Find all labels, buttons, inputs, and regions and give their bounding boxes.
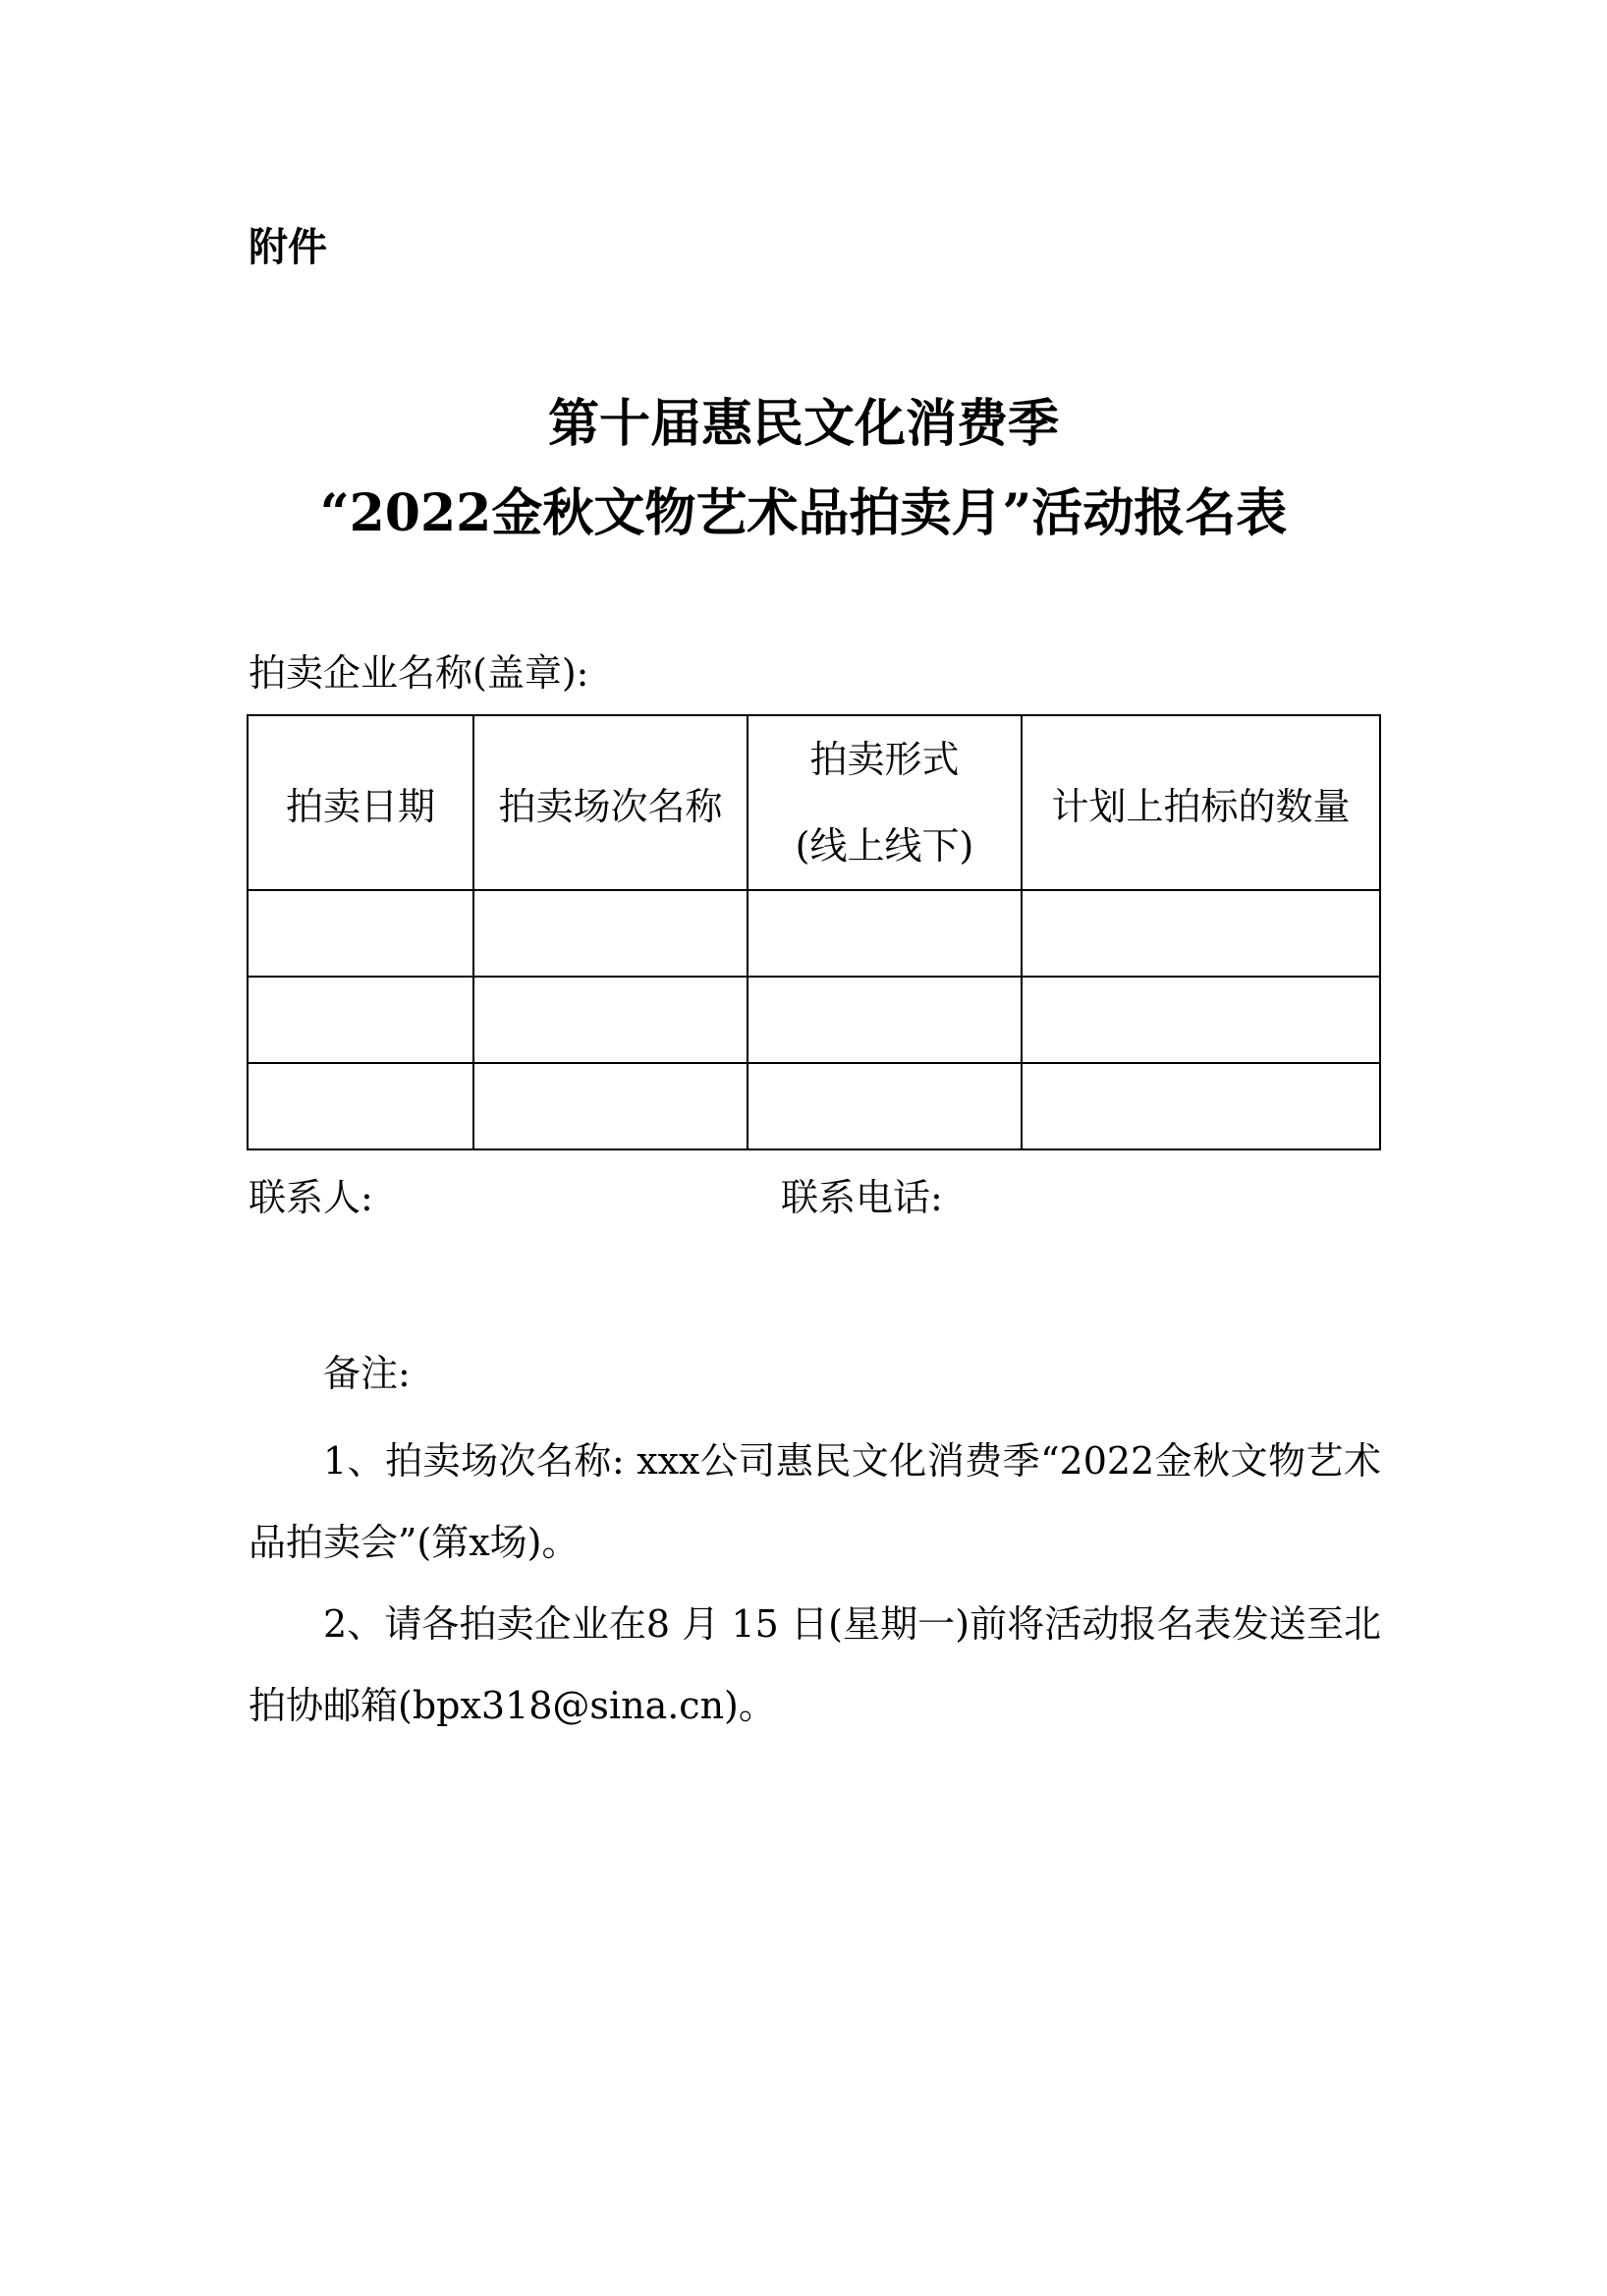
contact-person-label: 联系人:: [249, 1176, 373, 1219]
table-cell-date[interactable]: [248, 977, 473, 1063]
table-cell-lot-count[interactable]: [1022, 977, 1380, 1063]
contact-phone-label: 联系电话:: [781, 1176, 943, 1219]
table-header-row: [248, 715, 1380, 890]
notes-label: 备注:: [323, 1352, 411, 1395]
attachment-label: 附件: [249, 225, 327, 270]
registration-table: [247, 714, 1381, 1150]
header-auction-form: [748, 715, 1022, 890]
table-cell-lot-count[interactable]: [1022, 1063, 1380, 1149]
header-auction-form-line-1: 拍卖形式: [809, 738, 960, 781]
table-cell-auction-form[interactable]: [748, 977, 1022, 1063]
table-row: [248, 1063, 1380, 1149]
table-cell-lot-count[interactable]: [1022, 890, 1380, 977]
table-row: [248, 890, 1380, 977]
note-item-2: 2、请各拍卖企业在8 月 15 日(星期一)前将活动报名表发送至北拍协邮箱(bpx318@sina.cn)。: [249, 1602, 1381, 1727]
header-planned-lot-count: 计划上拍标的数量: [1022, 715, 1380, 890]
company-name-label: 拍卖企业名称(盖章):: [249, 651, 589, 695]
table-cell-date[interactable]: [248, 890, 473, 977]
header-session-name: 拍卖场次名称: [473, 715, 748, 890]
table-cell-date[interactable]: [248, 1063, 473, 1149]
header-auction-form-line-2: (线上线下): [795, 824, 974, 868]
table-cell-auction-form[interactable]: [748, 1063, 1022, 1149]
table-cell-session-name[interactable]: [473, 977, 748, 1063]
note-item-1: 1、拍卖场次名称: xxx公司惠民文化消费季“2022金秋文物艺术品拍卖会”(第x场)。: [249, 1439, 1381, 1564]
table-row: [248, 977, 1380, 1063]
document-title-line-1: 第十届惠民文化消费季: [547, 394, 1059, 454]
document-title-line-2: “2022金秋文物艺术品拍卖月”活动报名表: [319, 483, 1288, 543]
table-cell-auction-form[interactable]: [748, 890, 1022, 977]
table-cell-session-name[interactable]: [473, 1063, 748, 1149]
table-cell-session-name[interactable]: [473, 890, 748, 977]
header-auction-date: 拍卖日期: [248, 715, 473, 890]
